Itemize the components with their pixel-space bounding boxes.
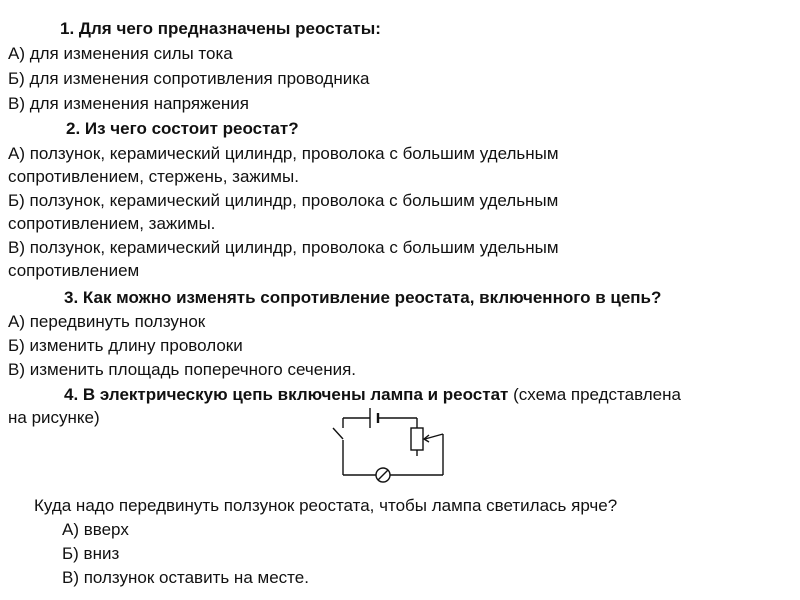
circuit-diagram — [325, 398, 455, 483]
question-4-option-b: Б) вниз — [62, 544, 120, 563]
question-1-option-a: А) для изменения силы тока — [8, 44, 233, 63]
question-3-option-b: Б) изменить длину проволоки — [8, 336, 243, 355]
question-1-option-c: В) для изменения напряжения — [8, 94, 250, 113]
question-2-option-a-line-1: А) ползунок, керамический цилиндр, проволока с большим удельным — [8, 144, 559, 163]
question-2-option-c-line-2: сопротивлением — [8, 261, 140, 280]
question-2-option-b-line-1: Б) ползунок, керамический цилиндр, проволока с большим удельным — [8, 191, 559, 210]
question-1-title: 1. Для чего предназначены реостаты: — [60, 19, 381, 38]
question-4-note: (схема представлена — [513, 385, 681, 404]
switch-blade — [333, 428, 343, 439]
question-2-option-c-line-1: В) ползунок, керамический цилиндр, проволока с большим удельным — [8, 238, 559, 257]
question-4-note-continued: на рисунке) — [8, 408, 100, 427]
question-4-title: 4. В электрическую цепь включены лампа и реостат — [64, 385, 509, 404]
question-2-title: 2. Из чего состоит реостат? — [66, 119, 299, 138]
question-3-title: 3. Как можно изменять сопротивление реостата, включенного в цепь? — [64, 288, 662, 307]
question-4-option-a: А) вверх — [62, 520, 129, 539]
question-4-option-c: В) ползунок оставить на месте. — [62, 568, 309, 587]
question-3-option-a: А) передвинуть ползунок — [8, 312, 206, 331]
rheostat-resistor — [411, 428, 423, 450]
question-4-question: Куда надо передвинуть ползунок реостата, чтобы лампа светилась ярче? — [34, 496, 618, 515]
question-2-option-a-line-2: сопротивлением, стержень, зажимы. — [8, 167, 299, 186]
question-2-option-b-line-2: сопротивлением, зажимы. — [8, 214, 216, 233]
lamp-symbol-stroke — [378, 470, 388, 480]
question-3-option-c: В) изменить площадь поперечного сечения. — [8, 360, 357, 379]
question-1-option-b: Б) для изменения сопротивления проводника — [8, 69, 370, 88]
